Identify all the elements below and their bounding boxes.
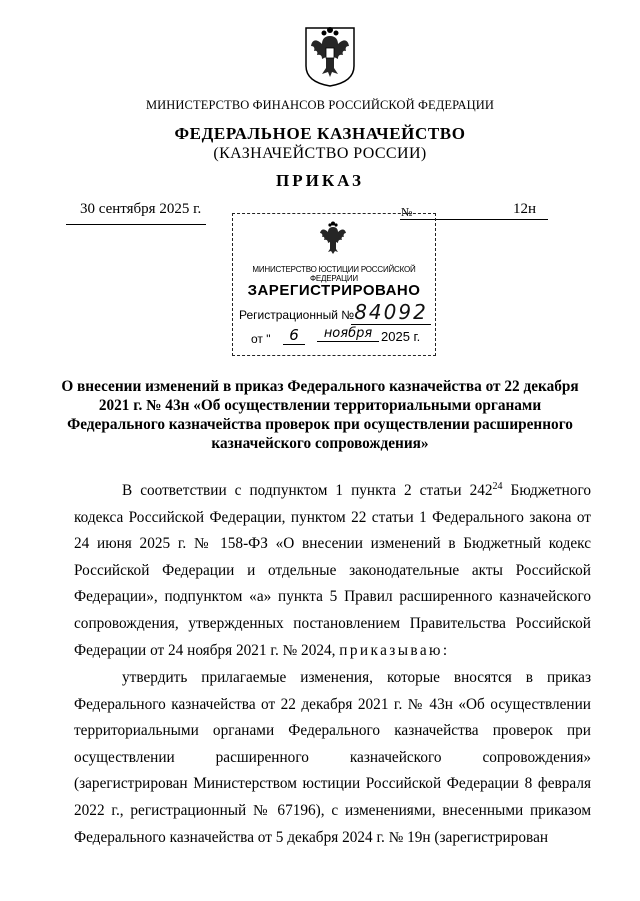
order-number: 12н <box>513 201 537 217</box>
preamble-superscript: 24 <box>492 480 503 492</box>
double-headed-eagle-emblem-icon <box>302 22 358 88</box>
date-underline <box>66 224 206 225</box>
operative-paragraph <box>74 665 591 851</box>
preamble-paragraph <box>74 478 591 664</box>
document-title: О внесении изменений в приказ Федерального казначейства от 22 декабря 2021 г. № 43н «Об осуществлении территориальными органами Федерального казначейства проверок при осуществлении расширенного казначейского сопровождения» <box>61 378 579 452</box>
number-sign: № <box>401 205 413 219</box>
stamp-day: 6 <box>283 326 305 345</box>
order-verb: приказываю: <box>339 641 450 659</box>
agency-name: ФЕДЕРАЛЬНОЕ КАЗНАЧЕЙСТВО <box>174 124 466 143</box>
stamp-from-label: от " <box>251 332 271 346</box>
stamp-ministry: МИНИСТЕРСТВО ЮСТИЦИИ РОССИЙСКОЙ ФЕДЕРАЦИИ <box>252 265 416 283</box>
stamp-regno-value: 84092 <box>351 300 431 325</box>
preamble-text-a: В соответствии с подпунктом 1 пункта 2 статьи 242 <box>122 482 493 499</box>
agency-short-name: (КАЗНАЧЕЙСТВО РОССИИ) <box>213 145 427 162</box>
stamp-eagle-emblem-icon <box>315 221 351 257</box>
registration-stamp <box>232 213 436 356</box>
preamble-text-b: Бюджетного кодекса Российской Федерации, пунктом 22 статьи 1 Федерального закона от 24 июня 2025 г. № 158-ФЗ «О внесении изменений в Бюджетный кодекс Российской Федерации и отдельные законодательные акты Российской Федерации», подпунктом «а» пункта 5 Правил расширенного казначейского сопровождения, утвержденных постановлением Правительства Российской Федерации от 24 ноября 2021 г. № 2024, <box>74 482 591 659</box>
order-date: 30 сентября 2025 г. <box>80 201 202 217</box>
document-type: ПРИКАЗ <box>276 171 364 190</box>
operative-text: утвердить прилагаемые изменения, которые вносятся в приказ Федерального казначейства от 22 декабря 2021 г. № 43н «Об осуществлении территориальными органами Федерального казначейства проверок при осуществлении расширенного казначейского сопровождения» (зарегистрирован Министерством юстиции Российской Федерации 8 февраля 2022 г., регистрационный № 67196), с изменениями, внесенными приказом Федерального казначейства от 5 декабря 2024 г. № 19н (зарегистрирован <box>74 669 591 846</box>
stamp-registered: ЗАРЕГИСТРИРОВАНО <box>247 282 421 299</box>
ministry-name: МИНИСТЕРСТВО ФИНАНСОВ РОССИЙСКОЙ ФЕДЕРАЦИИ <box>145 98 495 112</box>
stamp-regno-label: Регистрационный № <box>239 308 355 322</box>
stamp-year: 2025 г. <box>381 329 421 344</box>
stamp-month: ноября <box>317 326 379 342</box>
